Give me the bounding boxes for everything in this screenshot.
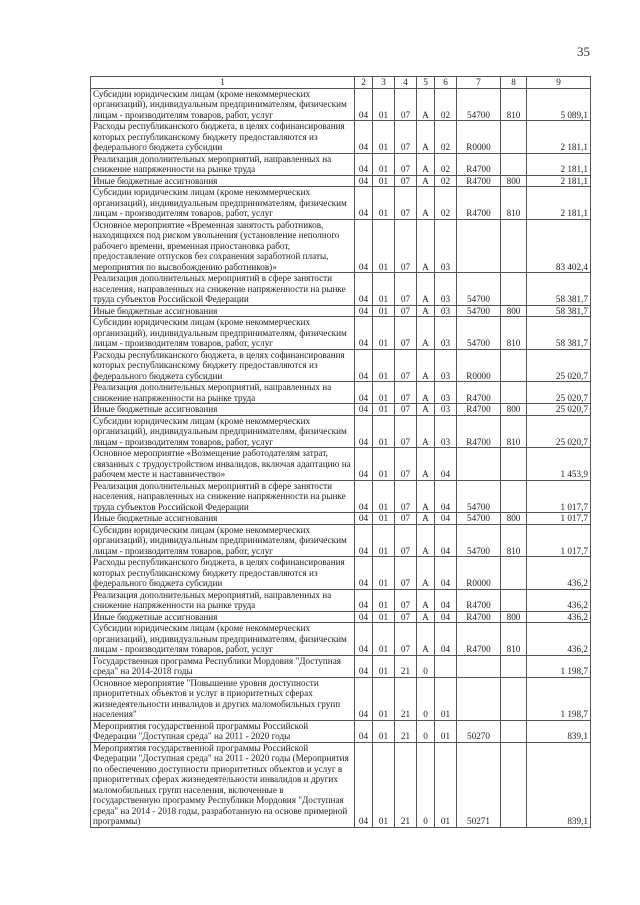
row-code-6 (435, 655, 457, 677)
row-code-2: 04 (355, 448, 373, 481)
row-code-3: 01 (373, 382, 395, 404)
row-description: Субсидии юридическим лицам (кроме некоммерческих организаций), индивидуальным предпринимателям, физическим лицам - производителям товаров, работ, услуг (91, 415, 355, 448)
row-code-4: 07 (395, 611, 417, 623)
row-code-3: 01 (373, 611, 395, 623)
row-description: Расходы республиканского бюджета, в целях софинансирования которых республиканскому бюджету предоставляются из федерального бюджета субсидии (91, 349, 355, 382)
table-row (91, 655, 591, 677)
row-code-8 (501, 720, 527, 742)
row-description: Мероприятия государственной программы Российской Федерации "Доступная среда" на 2011 - 2020 годы (Мероприятия по обеспечению доступности приоритетных объектов и услуг в приоритетных сферах жизнедеятельности инвалидов и других маломобильных групп населения, включенные в государственную программу Республики Мордовия "Доступная среда" на 2014 - 2018 годы, разработанную на основе примерной программы) (91, 742, 355, 827)
row-code-6: 02 (435, 187, 457, 220)
row-code-3: 01 (373, 404, 395, 416)
row-code-4: 07 (395, 623, 417, 656)
row-code-6: 04 (435, 480, 457, 513)
row-amount: 58 381,7 (527, 317, 591, 350)
table-row (91, 404, 591, 416)
table-body (91, 77, 591, 828)
row-description: Субсидии юридическим лицам (кроме некоммерческих организаций), индивидуальным предпринимателям, физическим лицам - производителям товаров, работ, услуг (91, 623, 355, 656)
row-amount: 2 181,1 (527, 187, 591, 220)
row-amount: 25 020,7 (527, 415, 591, 448)
table-row (91, 557, 591, 590)
row-code-4: 07 (395, 513, 417, 525)
row-code-8: 810 (501, 88, 527, 121)
row-code-7: R4700 (457, 589, 501, 611)
table-row (91, 611, 591, 623)
row-description: Основное мероприятие «Временная занятость работников, находящихся под риском увольнения (установление неполного рабочего времени, временная приостановка работ, предоставление отпусков без сохранения заработной платы, мероприятия по высвобождению работников)» (91, 219, 355, 273)
row-code-4: 07 (395, 305, 417, 317)
row-code-7: R0000 (457, 557, 501, 590)
row-amount: 436,2 (527, 623, 591, 656)
row-description: Реализация дополнительных мероприятий в сфере занятости населения, направленных на снижение напряженности на рынке труда субъектов Российской Федерации (91, 480, 355, 513)
row-code-2: 04 (355, 720, 373, 742)
header-cell-4: 4 (395, 77, 417, 89)
row-code-6: 01 (435, 720, 457, 742)
table-row (91, 382, 591, 404)
row-code-2: 04 (355, 623, 373, 656)
row-code-6: 03 (435, 404, 457, 416)
row-code-4: 21 (395, 655, 417, 677)
row-code-8 (501, 448, 527, 481)
header-cell-2: 2 (355, 77, 373, 89)
row-code-2: 04 (355, 317, 373, 350)
table-row (91, 317, 591, 350)
row-code-2: 04 (355, 589, 373, 611)
table-row (91, 153, 591, 175)
row-code-8: 800 (501, 611, 527, 623)
row-code-6: 04 (435, 611, 457, 623)
row-code-3: 01 (373, 589, 395, 611)
row-code-6: 04 (435, 513, 457, 525)
row-code-3: 01 (373, 273, 395, 306)
row-code-6: 01 (435, 677, 457, 720)
row-code-5: А (417, 219, 435, 273)
row-amount: 2 181,1 (527, 175, 591, 187)
table-row (91, 305, 591, 317)
row-code-5: А (417, 273, 435, 306)
row-code-5: 0 (417, 742, 435, 827)
row-code-3: 01 (373, 720, 395, 742)
row-code-8: 810 (501, 317, 527, 350)
row-amount: 1 453,9 (527, 448, 591, 481)
row-code-7: R4700 (457, 175, 501, 187)
row-code-8: 800 (501, 305, 527, 317)
row-code-3: 01 (373, 677, 395, 720)
row-description: Государственная программа Республики Мордовия "Доступная среда" на 2014-2018 годы (91, 655, 355, 677)
row-code-5: А (417, 623, 435, 656)
row-amount: 1 198,7 (527, 677, 591, 720)
row-code-5: А (417, 88, 435, 121)
row-code-2: 04 (355, 524, 373, 557)
row-code-6: 04 (435, 589, 457, 611)
row-code-7: 54700 (457, 273, 501, 306)
row-code-7: R4700 (457, 415, 501, 448)
row-code-4: 07 (395, 349, 417, 382)
row-amount: 1 198,7 (527, 655, 591, 677)
row-code-3: 01 (373, 557, 395, 590)
header-cell-6: 6 (435, 77, 457, 89)
row-code-2: 04 (355, 480, 373, 513)
row-code-8: 800 (501, 175, 527, 187)
row-code-3: 01 (373, 524, 395, 557)
page-number: 35 (577, 44, 590, 59)
row-code-5: А (417, 513, 435, 525)
row-code-8 (501, 153, 527, 175)
row-code-4: 21 (395, 742, 417, 827)
row-code-2: 04 (355, 153, 373, 175)
row-code-2: 04 (355, 557, 373, 590)
row-code-8 (501, 121, 527, 154)
row-code-8: 800 (501, 404, 527, 416)
row-description: Иные бюджетные ассигнования (91, 611, 355, 623)
row-code-3: 01 (373, 305, 395, 317)
row-description: Субсидии юридическим лицам (кроме некоммерческих организаций), индивидуальным предпринимателям, физическим лицам - производителям товаров, работ, услуг (91, 187, 355, 220)
row-code-6: 02 (435, 153, 457, 175)
row-code-4: 07 (395, 273, 417, 306)
row-amount: 436,2 (527, 557, 591, 590)
row-description: Иные бюджетные ассигнования (91, 513, 355, 525)
table-row (91, 273, 591, 306)
row-code-4: 21 (395, 677, 417, 720)
table-row (91, 513, 591, 525)
row-code-3: 01 (373, 175, 395, 187)
row-code-6: 03 (435, 382, 457, 404)
row-code-7: R0000 (457, 349, 501, 382)
row-code-5: А (417, 611, 435, 623)
row-code-2: 04 (355, 121, 373, 154)
row-code-7 (457, 448, 501, 481)
row-code-4: 21 (395, 720, 417, 742)
row-code-6: 04 (435, 448, 457, 481)
table-header-row (91, 77, 591, 89)
row-code-2: 04 (355, 187, 373, 220)
row-description: Основное мероприятие «Возмещение работодателям затрат, связанных с трудоустройством инвалидов, включая адаптацию на рабочем месте и наставничество» (91, 448, 355, 481)
row-description: Реализация дополнительных мероприятий в сфере занятости населения, направленных на снижение напряженности на рынке труда субъектов Российской Федерации (91, 273, 355, 306)
table-row (91, 524, 591, 557)
row-code-5: 0 (417, 655, 435, 677)
row-description: Основное мероприятие "Повышение уровня доступности приоритетных объектов и услуг в приоритетных сферах жизнедеятельности инвалидов и других маломобильных групп населения" (91, 677, 355, 720)
row-description: Реализация дополнительных мероприятий, направленных на снижение напряженности на рынке труда (91, 589, 355, 611)
row-code-2: 04 (355, 219, 373, 273)
row-amount: 839,1 (527, 720, 591, 742)
row-code-7: R4700 (457, 382, 501, 404)
row-code-8: 810 (501, 623, 527, 656)
row-code-2: 04 (355, 513, 373, 525)
row-code-3: 01 (373, 349, 395, 382)
row-code-7 (457, 655, 501, 677)
row-description: Субсидии юридическим лицам (кроме некоммерческих организаций), индивидуальным предпринимателям, физическим лицам - производителям товаров, работ, услуг (91, 317, 355, 350)
row-description: Иные бюджетные ассигнования (91, 404, 355, 416)
row-code-4: 07 (395, 187, 417, 220)
table-row (91, 415, 591, 448)
row-code-4: 07 (395, 404, 417, 416)
row-code-3: 01 (373, 513, 395, 525)
table-row (91, 623, 591, 656)
row-code-6: 03 (435, 305, 457, 317)
budget-table (90, 76, 591, 828)
row-code-5: А (417, 175, 435, 187)
row-code-2: 04 (355, 611, 373, 623)
row-code-3: 01 (373, 121, 395, 154)
row-description: Субсидии юридическим лицам (кроме некоммерческих организаций), индивидуальным предпринимателям, физическим лицам - производителям товаров, работ, услуг (91, 524, 355, 557)
header-cell-8: 8 (501, 77, 527, 89)
row-code-5: А (417, 121, 435, 154)
row-code-4: 07 (395, 88, 417, 121)
row-amount: 436,2 (527, 611, 591, 623)
row-code-5: А (417, 382, 435, 404)
row-code-7: 54700 (457, 524, 501, 557)
row-code-8 (501, 382, 527, 404)
row-code-7: R0000 (457, 121, 501, 154)
row-code-6: 03 (435, 317, 457, 350)
row-description: Иные бюджетные ассигнования (91, 175, 355, 187)
row-code-3: 01 (373, 742, 395, 827)
row-code-6: 04 (435, 623, 457, 656)
row-code-7: 50270 (457, 720, 501, 742)
row-code-5: А (417, 524, 435, 557)
row-code-4: 07 (395, 480, 417, 513)
row-code-8 (501, 655, 527, 677)
row-code-6: 03 (435, 219, 457, 273)
row-code-5: А (417, 415, 435, 448)
table-row (91, 448, 591, 481)
row-amount: 83 402,4 (527, 219, 591, 273)
row-code-7 (457, 219, 501, 273)
table-row (91, 121, 591, 154)
row-description: Мероприятия государственной программы Российской Федерации "Доступная среда" на 2011 - 2020 годы (91, 720, 355, 742)
table-row (91, 480, 591, 513)
row-code-3: 01 (373, 480, 395, 513)
row-description: Расходы республиканского бюджета, в целях софинансирования которых республиканскому бюджету предоставляются из федерального бюджета субсидии (91, 121, 355, 154)
row-code-7: 54700 (457, 513, 501, 525)
row-description: Реализация дополнительных мероприятий, направленных на снижение напряженности на рынке труда (91, 153, 355, 175)
row-amount: 58 381,7 (527, 305, 591, 317)
row-code-3: 01 (373, 219, 395, 273)
row-amount: 58 381,7 (527, 273, 591, 306)
row-code-4: 07 (395, 219, 417, 273)
row-code-8: 810 (501, 187, 527, 220)
row-code-2: 04 (355, 404, 373, 416)
row-code-6: 04 (435, 557, 457, 590)
row-code-3: 01 (373, 88, 395, 121)
row-amount: 436,2 (527, 589, 591, 611)
row-code-7: 54700 (457, 305, 501, 317)
row-amount: 25 020,7 (527, 349, 591, 382)
row-code-3: 01 (373, 655, 395, 677)
row-code-2: 04 (355, 655, 373, 677)
row-code-4: 07 (395, 153, 417, 175)
row-code-8 (501, 273, 527, 306)
row-code-8 (501, 349, 527, 382)
row-code-3: 01 (373, 153, 395, 175)
row-code-6: 02 (435, 88, 457, 121)
row-code-8: 810 (501, 415, 527, 448)
row-code-5: А (417, 305, 435, 317)
row-code-8 (501, 480, 527, 513)
row-code-6: 04 (435, 524, 457, 557)
row-code-6: 03 (435, 349, 457, 382)
row-code-3: 01 (373, 317, 395, 350)
row-code-4: 07 (395, 121, 417, 154)
row-code-7: 50271 (457, 742, 501, 827)
table-row (91, 720, 591, 742)
row-code-4: 07 (395, 557, 417, 590)
row-code-2: 04 (355, 677, 373, 720)
row-code-5: А (417, 153, 435, 175)
row-description: Иные бюджетные ассигнования (91, 305, 355, 317)
row-code-5: А (417, 404, 435, 416)
row-code-4: 07 (395, 415, 417, 448)
row-amount: 839,1 (527, 742, 591, 827)
row-code-5: А (417, 349, 435, 382)
row-amount: 1 017,7 (527, 524, 591, 557)
row-code-5: А (417, 317, 435, 350)
table-row (91, 88, 591, 121)
table-row (91, 175, 591, 187)
row-code-5: А (417, 187, 435, 220)
row-code-3: 01 (373, 448, 395, 481)
row-code-8 (501, 677, 527, 720)
row-code-6: 02 (435, 175, 457, 187)
row-code-4: 07 (395, 589, 417, 611)
table-row (91, 677, 591, 720)
row-code-2: 04 (355, 175, 373, 187)
row-code-5: 0 (417, 720, 435, 742)
row-code-7: 54700 (457, 88, 501, 121)
row-code-5: А (417, 589, 435, 611)
row-code-8: 800 (501, 513, 527, 525)
row-code-7: R4700 (457, 623, 501, 656)
row-description: Субсидии юридическим лицам (кроме некоммерческих организаций), индивидуальным предпринимателям, физическим лицам - производителям товаров, работ, услуг (91, 88, 355, 121)
header-cell-7: 7 (457, 77, 501, 89)
row-amount: 1 017,7 (527, 480, 591, 513)
row-code-2: 04 (355, 305, 373, 317)
row-code-2: 04 (355, 273, 373, 306)
row-code-4: 07 (395, 524, 417, 557)
row-code-3: 01 (373, 187, 395, 220)
row-amount: 5 089,1 (527, 88, 591, 121)
row-code-8 (501, 219, 527, 273)
row-amount: 25 020,7 (527, 404, 591, 416)
row-amount: 2 181,1 (527, 153, 591, 175)
row-code-5: А (417, 448, 435, 481)
table-row (91, 219, 591, 273)
row-code-7: R4700 (457, 611, 501, 623)
row-code-8: 810 (501, 524, 527, 557)
row-code-5: А (417, 557, 435, 590)
header-cell-5: 5 (417, 77, 435, 89)
row-code-2: 04 (355, 382, 373, 404)
row-code-5: А (417, 480, 435, 513)
header-cell-1: 1 (91, 77, 355, 89)
row-code-5: 0 (417, 677, 435, 720)
row-description: Реализация дополнительных мероприятий, направленных на снижение напряженности на рынке труда (91, 382, 355, 404)
row-description: Расходы республиканского бюджета, в целях софинансирования которых республиканскому бюджету предоставляются из федерального бюджета субсидии (91, 557, 355, 590)
row-code-8 (501, 589, 527, 611)
row-code-4: 07 (395, 382, 417, 404)
row-code-7: 54700 (457, 317, 501, 350)
row-amount: 2 181,1 (527, 121, 591, 154)
row-code-7: R4700 (457, 153, 501, 175)
row-code-4: 07 (395, 175, 417, 187)
row-code-3: 01 (373, 415, 395, 448)
row-code-6: 01 (435, 742, 457, 827)
row-code-6: 03 (435, 273, 457, 306)
header-cell-9: 9 (527, 77, 591, 89)
table-row (91, 589, 591, 611)
table-row (91, 349, 591, 382)
row-code-2: 04 (355, 742, 373, 827)
row-code-2: 04 (355, 88, 373, 121)
row-amount: 1 017,7 (527, 513, 591, 525)
row-code-6: 03 (435, 415, 457, 448)
row-code-7: R4700 (457, 404, 501, 416)
row-code-7: 54700 (457, 480, 501, 513)
row-code-4: 07 (395, 448, 417, 481)
row-code-3: 01 (373, 623, 395, 656)
row-code-6: 02 (435, 121, 457, 154)
row-code-2: 04 (355, 349, 373, 382)
row-code-7: R4700 (457, 187, 501, 220)
row-code-2: 04 (355, 415, 373, 448)
row-code-4: 07 (395, 317, 417, 350)
table-row (91, 187, 591, 220)
row-code-8 (501, 557, 527, 590)
header-cell-3: 3 (373, 77, 395, 89)
row-code-7 (457, 677, 501, 720)
table-row (91, 742, 591, 827)
row-code-8 (501, 742, 527, 827)
row-amount: 25 020,7 (527, 382, 591, 404)
